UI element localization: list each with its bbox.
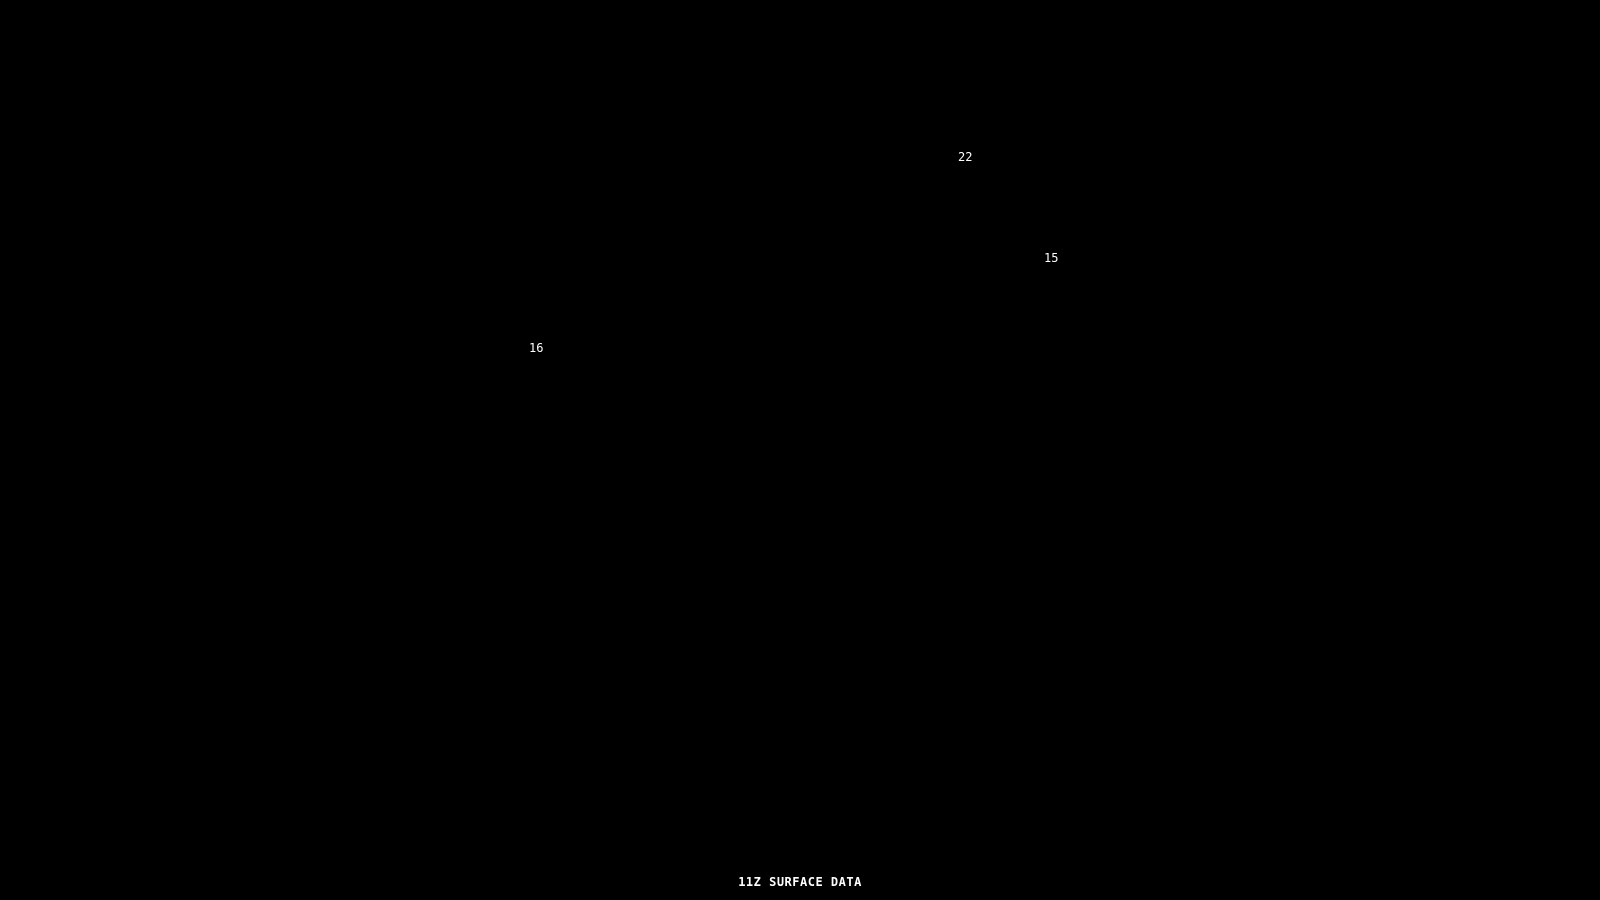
station-value: 22 (958, 150, 973, 164)
station-value: 16 (529, 341, 544, 355)
chart-title: 11Z SURFACE DATA (738, 875, 862, 889)
station-value: 15 (1044, 251, 1059, 265)
